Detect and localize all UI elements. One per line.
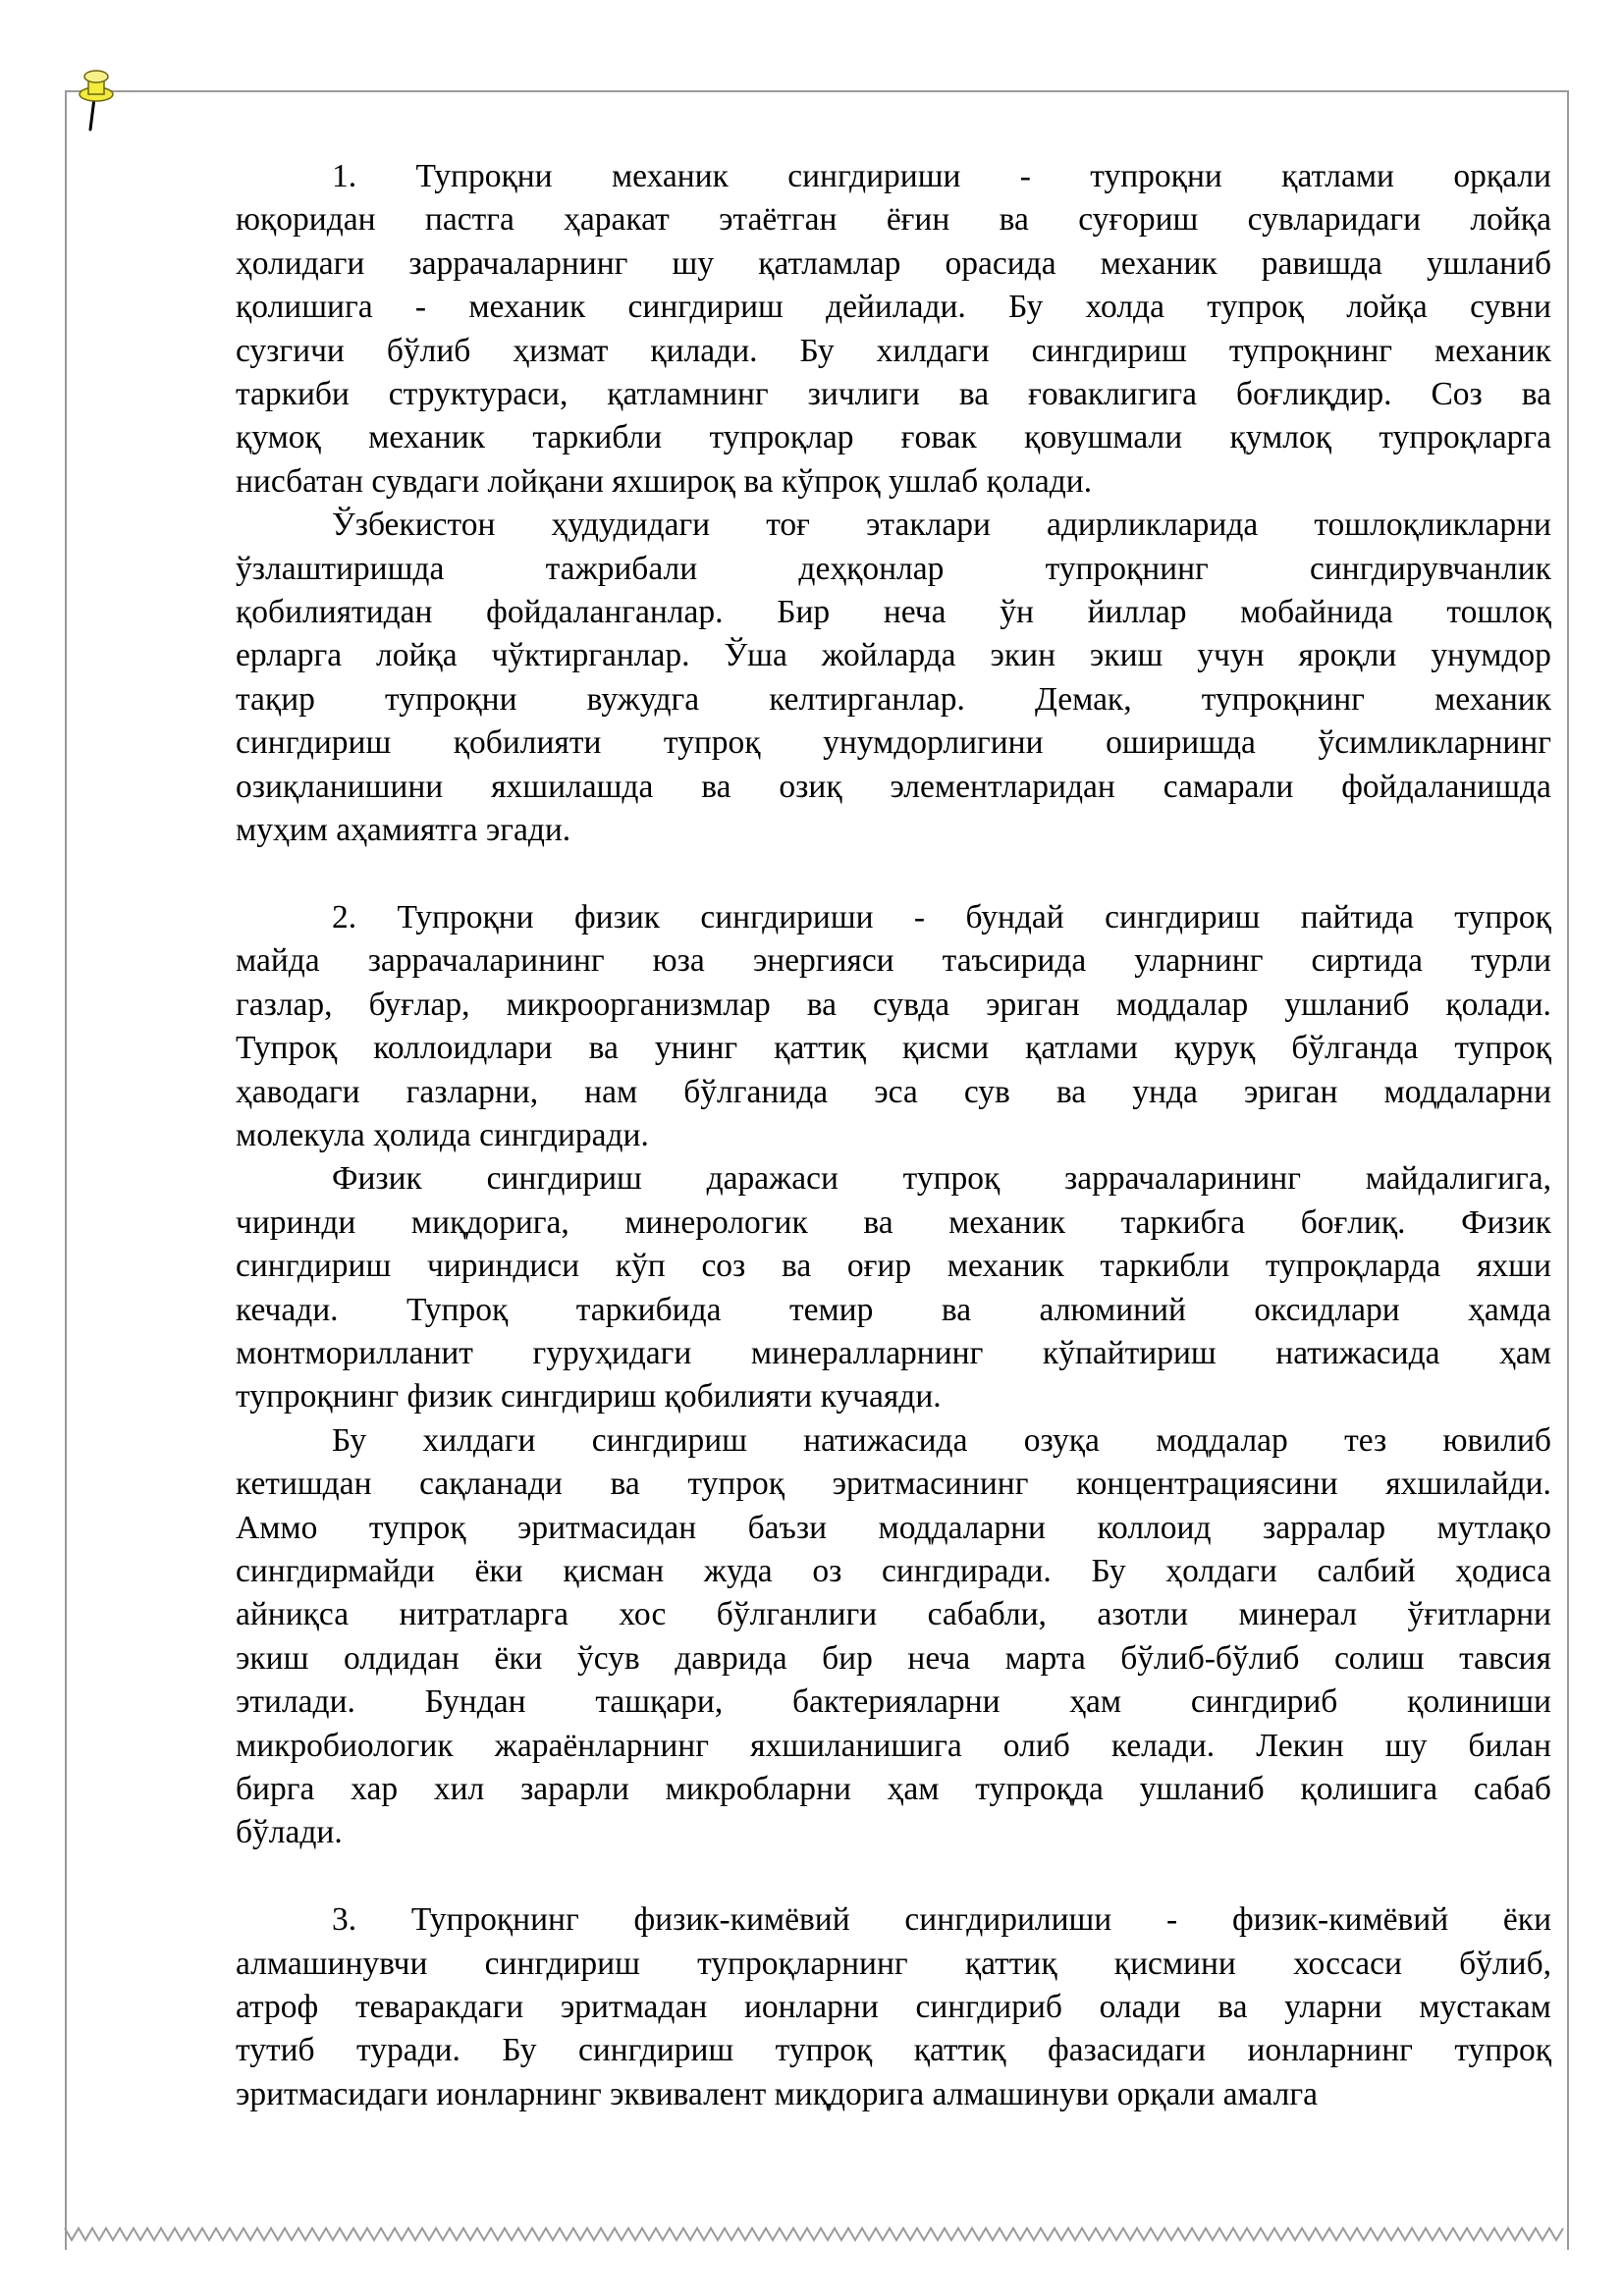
text-line: нисбатан сувдаги лойқани яхшироқ ва кўпроқ ушлаб қолади. [236,462,1093,500]
blank-line [236,1855,1551,1898]
text-line: озиқланишини яхшилашда ва озиқ элементларидан самарали фойдаланишда [236,768,1551,805]
text-line: алмашинувчи сингдириш тупроқларнинг қаттиқ қисмини хоссаси бўлиб, [236,1945,1551,1982]
paragraph-p2 [236,504,1551,852]
text-line: Тупроқ коллоидлари ва унинг қаттиқ қисми қатлами қуруқ бўлганда тупроқ [236,1030,1551,1067]
blank-line [236,853,1551,896]
text-line: ерларга лойқа чўктирганлар. Ўша жойларда экин экиш учун яроқли унумдор [236,637,1551,674]
text-line: газлар, буғлар, микроорганизмлар ва сувда эриган моддалар ушланиб қолади. [236,986,1551,1023]
text-line: ҳолидаги заррачаларнинг шу қатламлар орасида механик равишда ушланиб [236,244,1551,282]
text-line: эритмасидаги ионларнинг эквивалент миқдорига алмашинуви орқали амалга [236,2075,1318,2112]
text-line: майда заррачаларининг юза энергияси таъсирида уларнинг сиртида турли [236,942,1551,980]
paragraph-p3 [236,896,1551,1157]
text-line: Бу хилдаги сингдириш натижасида озуқа моддалар тез ювилиб [332,1421,1551,1459]
text-block [236,155,1551,2116]
text-line: сингдириш чириндиси кўп соз ва оғир механик таркибли тупроқларда яхши [236,1248,1551,1285]
text-line: 2. Тупроқни физик сингдириши - бундай сингдириш пайтида тупроқ [332,898,1551,935]
text-line: қобилиятидан фойдаланганлар. Бир неча ўн йиллар мобайнида тошлоқ [236,594,1551,631]
text-line: қумоқ механик таркибли тупроқлар ғовак қовушмали қумлоқ тупроқларга [236,419,1551,456]
text-line: монтморилланит гуруҳидаги минералларнинг кўпайтириш натижасида ҳам [236,1334,1551,1371]
pushpin-icon [73,65,122,133]
text-line: бўлади. [236,1814,343,1851]
text-line: ҳаводаги газларни, нам бўлганида эса сув ва унда эриган моддаларни [236,1073,1551,1110]
paragraph-p4 [236,1157,1551,1418]
text-line: бирга хар хил зарарли микробларни ҳам тупроқда ушланиб қолишига сабаб [236,1771,1551,1808]
text-line: сингдириш қобилияти тупроқ унумдорлигини оширишда ўсимликларнинг [236,724,1551,762]
text-line: ўзлаштиришда тажрибали деҳқонлар тупроқнинг сингдирувчанлик [236,550,1551,587]
text-line: этилади. Бундан ташқари, бактерияларни ҳам сингдириб қолиниши [236,1683,1551,1721]
paragraph-p6 [236,1898,1551,2116]
text-line: айниқса нитратларга хос бўлганлиги сабабли, азотли минерал ўғитларни [236,1596,1551,1633]
text-line: тақир тупроқни вужудга келтирганлар. Демак, тупроқнинг механик [236,680,1551,718]
text-line: Аммо тупроқ эритмасидан баъзи моддаларни коллоид зарралар мутлақо [236,1509,1551,1546]
text-line: 3. Тупроқнинг физик-кимёвий сингдирилиши - физик-кимёвий ёки [332,1901,1551,1939]
torn-page-edge [65,2220,1569,2260]
text-line: экиш олдидан ёки ўсув даврида бир неча марта бўлиб-бўлиб солиш тавсия [236,1639,1551,1677]
text-line: кечади. Тупроқ таркибида темир ва алюминий оксидлари ҳамда [236,1291,1551,1328]
document-body [236,155,1551,2197]
text-line: муҳим аҳамиятга эгади. [236,812,571,849]
text-line: Физик сингдириш даражаси тупроқ заррачаларининг майдалигига, [332,1160,1551,1198]
text-line: микробиологик жараёнларнинг яхшиланишига олиб келади. Лекин шу билан [236,1727,1551,1764]
text-line: 1. Тупроқни механик сингдириши - тупроқни қатлами орқали [332,158,1551,194]
text-line: юқоридан пастга ҳаракат этаётган ёғин ва суғориш сувларидаги лойқа [236,201,1551,239]
text-line: сузгичи бўлиб ҳизмат қилади. Бу хилдаги сингдириш тупроқнинг механик [236,332,1551,369]
text-line: чиринди миқдорига, минерологик ва механик таркибга боғлиқ. Физик [236,1203,1551,1241]
text-line: қолишига - механик сингдириш дейилади. Бу холда тупроқ лойқа сувни [236,289,1551,326]
text-line: Ўзбекистон ҳудудидаги тоғ этаклари адирликларида тошлоқликларни [332,507,1551,544]
text-line: молекула ҳолида сингдиради. [236,1116,649,1153]
text-line: тупроқнинг физик сингдириш қобилияти кучаяди. [236,1378,942,1415]
text-line: кетишдан сақланади ва тупроқ эритмасининг концентрациясини яхшилайди. [236,1466,1551,1503]
text-line: атроф теваракдаги эритмадан ионларни сингдириб олади ва уларни мустакам [236,1989,1551,2026]
paragraph-p5 [236,1419,1551,1855]
paragraph-p1 [236,155,1551,504]
text-line: сингдирмайди ёки қисман жуда оз сингдиради. Бу ҳолдаги салбий ҳодиса [236,1552,1551,1589]
text-line: тутиб туради. Бу сингдириш тупроқ қаттиқ фазасидаги ионларнинг тупроқ [236,2032,1551,2069]
text-line: таркиби структураси, қатламнинг зичлиги ва ғоваклигига боғлиқдир. Соз ва [236,376,1551,413]
